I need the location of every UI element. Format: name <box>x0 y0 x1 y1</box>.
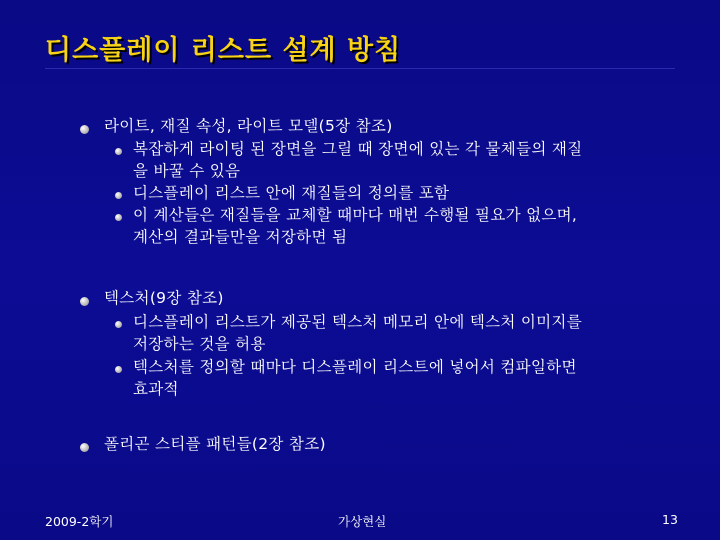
sub-bullet-line: 텍스처를 정의할 때마다 디스플레이 리스트에 넣어서 컴파일하면 <box>133 358 577 376</box>
bullet-icon <box>80 125 89 134</box>
sub-bullet-line: 저장하는 것을 허용 <box>133 335 266 353</box>
title-divider <box>45 68 675 69</box>
sub-bullet-line: 계산의 결과들만을 저장하면 됨 <box>133 228 348 246</box>
bullet-section-lighting: 라이트, 재질 속성, 라이트 모델(5장 참조) <box>104 117 393 135</box>
bullet-section-stipple: 폴리곤 스티플 패턴들(2장 참조) <box>104 435 326 453</box>
sub-bullet-icon <box>115 321 122 328</box>
sub-bullet-icon <box>115 366 122 373</box>
sub-bullet-line: 디스플레이 리스트 안에 재질들의 정의를 포함 <box>133 184 450 202</box>
sub-bullet-icon <box>115 148 122 155</box>
sub-bullet-line: 디스플레이 리스트가 제공된 텍스처 메모리 안에 텍스처 이미지를 <box>133 313 582 331</box>
footer-semester: 2009-2학기 <box>45 514 114 529</box>
sub-bullet-line: 이 계산들은 재질들을 교체할 때마다 매번 수행될 필요가 없으며, <box>133 206 578 224</box>
bullet-icon <box>80 443 89 452</box>
sub-bullet-line: 복잡하게 라이팅 된 장면을 그릴 때 장면에 있는 각 물체들의 재질 <box>133 140 583 158</box>
sub-bullet-icon <box>115 214 122 221</box>
slide-number: 13 <box>662 512 678 527</box>
sub-bullet-line: 을 바꿀 수 있음 <box>133 162 241 180</box>
bullet-icon <box>80 297 89 306</box>
sub-bullet-line: 효과적 <box>133 380 179 398</box>
sub-bullet-icon <box>115 192 122 199</box>
bullet-section-texture: 텍스처(9장 참조) <box>104 289 224 307</box>
footer-course: 가상현실 <box>338 514 387 529</box>
slide-title: 디스플레이 리스트 설계 방침 <box>45 35 402 66</box>
